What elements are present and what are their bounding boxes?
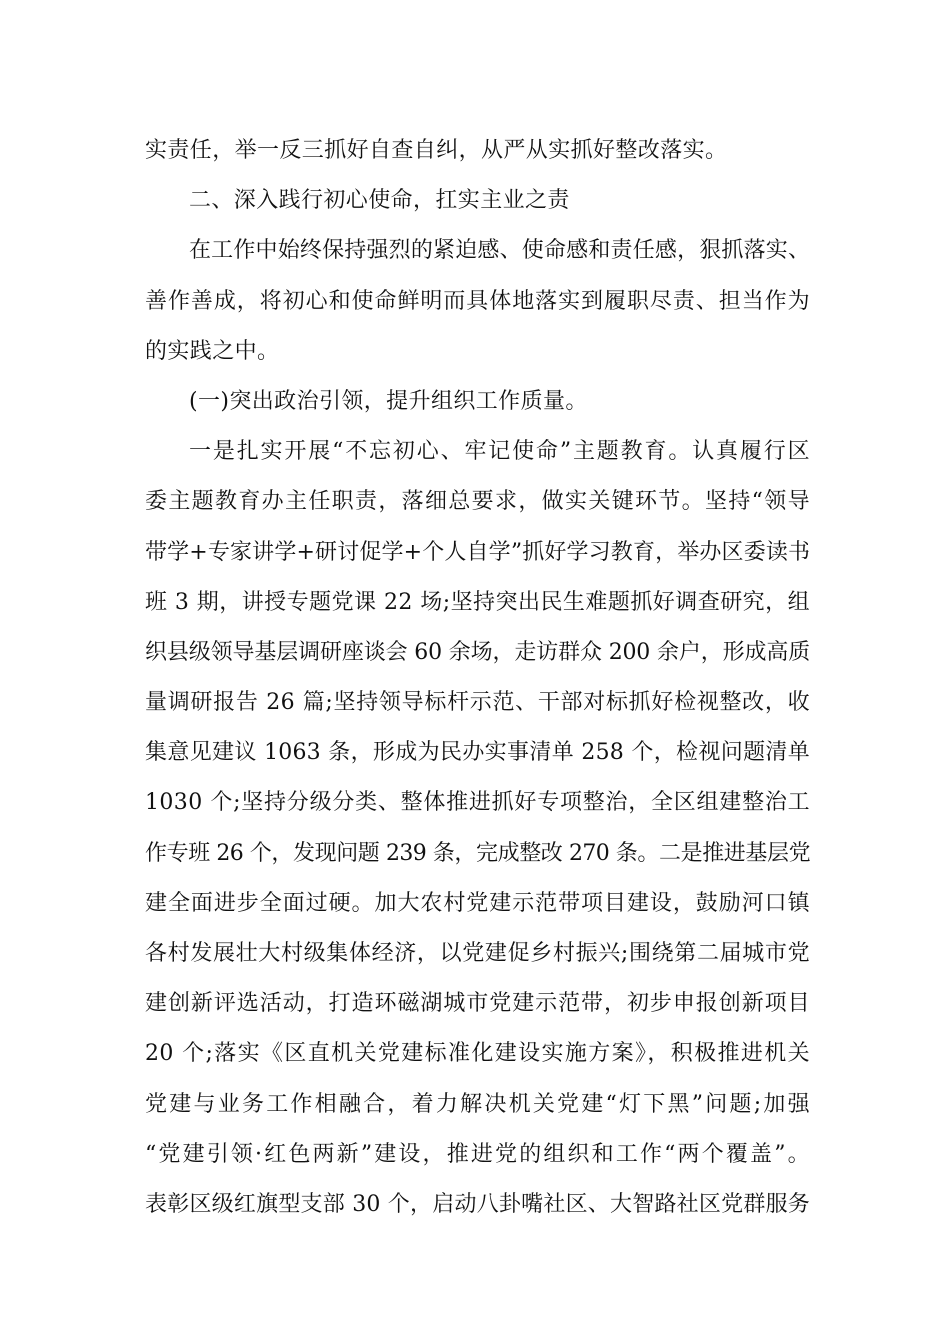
text-line: 党建与业务工作相融合，着力解决机关党建“灯下黑”问题;加强 — [145, 1091, 810, 1117]
text-line: 的实践之中。 — [145, 338, 280, 364]
text-line: 善作善成，将初心和使命鲜明而具体地落实到履职尽责、担当作为 — [145, 288, 810, 314]
text-line: 带学+专家讲学+研讨促学+个人自学”抓好学习教育，举办区委读书 — [145, 539, 810, 565]
text-line: 作专班 26 个，发现问题 239 条，完成整改 270 条。二是推进基层党 — [145, 840, 810, 866]
text-line: 集意见建议 1063 条，形成为民办实事清单 258 个，检视问题清单 — [145, 740, 810, 766]
text-line: 20 个;落实《区直机关党建标准化建设实施方案》，积极推进机关 — [145, 1041, 810, 1067]
document-body — [145, 126, 810, 1230]
text-line: 各村发展壮大村级集体经济，以党建促乡村振兴;围绕第二届城市党 — [145, 941, 810, 966]
section-heading: 二、深入践行初心使命，扛实主业之责 — [189, 188, 570, 214]
subsection-heading: (一)突出政治引领，提升组织工作质量。 — [189, 388, 588, 414]
text-line: 委主题教育办主任职责，落细总要求，做实关键环节。坚持“领导 — [145, 489, 810, 515]
text-line: 建创新评选活动，打造环磁湖城市党建示范带，初步申报创新项目 — [145, 991, 810, 1017]
text-line: 在工作中始终保持强烈的紧迫感、使命感和责任感，狠抓落实、 — [189, 238, 810, 264]
text-line: 一是扎实开展“不忘初心、牢记使命”主题教育。认真履行区 — [189, 439, 810, 465]
text-line: 织县级领导基层调研座谈会 60 余场，走访群众 200 余户，形成高质 — [145, 639, 810, 665]
text-line: 班 3 期，讲授专题党课 22 场;坚持突出民生难题抓好调查研究，组 — [145, 589, 810, 615]
text-line: 表彰区级红旗型支部 30 个，启动八卦嘴社区、大智路社区党群服务 — [145, 1191, 810, 1217]
text-line: “党建引领·红色两新”建设，推进党的组织和工作“两个覆盖”。 — [145, 1141, 810, 1167]
text-line: 建全面进步全面过硬。加大农村党建示范带项目建设，鼓励河口镇 — [145, 890, 810, 916]
text-line: 1030 个;坚持分级分类、整体推进抓好专项整治，全区组建整治工 — [145, 790, 810, 816]
text-line: 量调研报告 26 篇;坚持领导标杆示范、干部对标抓好检视整改，收 — [145, 690, 810, 716]
text-line: 实责任，举一反三抓好自查自纠，从严从实抓好整改落实。 — [145, 138, 728, 163]
